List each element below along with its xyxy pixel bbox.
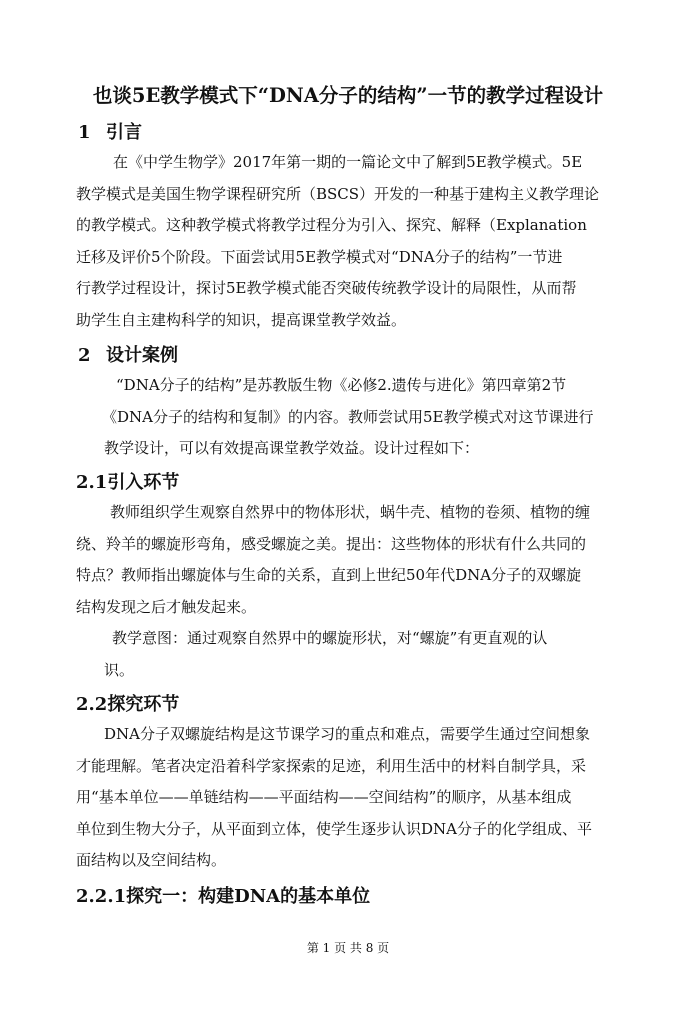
paragraph-line: 特点？教师指出螺旋体与生命的关系，直到上世纪50年代DNA分子的双螺旋 — [76, 566, 582, 584]
section-2-1-paragraph — [76, 497, 621, 623]
paragraph-line: “DNA分子的结构”是苏教版生物《必修2.遗传与进化》第四章第2节 — [116, 376, 567, 394]
section-1-title: 引言 — [106, 122, 142, 143]
section-2-title: 设计案例 — [106, 345, 178, 366]
paragraph-line: 结构发现之后才触发起来。 — [76, 597, 257, 616]
section-2-2-paragraph — [76, 719, 621, 877]
paragraph-line: 的教学模式。这种教学模式将教学过程分为引入、探究、解释（Explanation — [76, 216, 587, 234]
paragraph-line: 绕、羚羊的螺旋形弯角，感受螺旋之美。提出：这些物体的形状有什么共同的 — [76, 534, 587, 553]
section-2-2-heading: 2.2探究环节 — [76, 694, 180, 715]
paragraph-line: 用“基本单位——单链结构——平面结构——空间结构”的顺序，从基本组成 — [76, 788, 572, 806]
document-title: 也谈5E教学模式下“DNA分子的结构”一节的教学过程设计 — [92, 84, 604, 107]
paragraph-line: 教学模式是美国生物学课程研究所（BSCS）开发的一种基于建构主义教学理论 — [76, 184, 600, 203]
paragraph-line: 教师组织学生观察自然界中的物体形状，蜗牛壳、植物的卷须、植物的缠 — [110, 503, 591, 521]
paragraph-line: 在《中学生物学》2017年第一期的一篇论文中了解到5E教学模式。5E — [113, 153, 583, 171]
paragraph-line: DNA分子双螺旋结构是这节课学习的重点和难点，需要学生通过空间想象 — [104, 725, 590, 743]
paragraph-line: 行教学过程设计，探讨5E教学模式能否突破传统教学设计的局限性，从而帮 — [76, 279, 577, 297]
section-1-paragraph — [76, 147, 621, 336]
section-2-heading — [78, 341, 178, 367]
paragraph-line: 单位到生物大分子，从平面到立体，使学生逐步认识DNA分子的化学组成、平 — [76, 819, 592, 838]
section-2-2-1-heading: 2.2.1探究一：构建DNA的基本单位 — [76, 886, 371, 907]
paragraph-line: 教学意图：通过观察自然界中的螺旋形状，对“螺旋”有更直观的认 — [112, 629, 548, 647]
section-2-1-intent — [76, 623, 621, 686]
paragraph-line: 助学生自主建构科学的知识，提高课堂教学效益。 — [76, 310, 407, 329]
section-2-number: 2 — [78, 345, 91, 366]
section-2-1-heading: 2.1引入环节 — [76, 472, 180, 493]
paragraph-line: 迁移及评价5个阶段。下面尝试用5E教学模式对“DNA分子的结构”一节进 — [76, 247, 563, 266]
paragraph-line: 面结构以及空间结构。 — [76, 851, 227, 869]
paragraph-line: 教学设计，可以有效提高课堂教学效益。设计过程如下： — [104, 439, 480, 457]
section-2-paragraph — [76, 370, 621, 465]
paragraph-line: 才能理解。笔者决定沿着科学家探索的足迹，利用生活中的材料自制学具，采 — [76, 756, 587, 775]
section-1-number: 1 — [78, 122, 91, 143]
section-1-heading — [78, 118, 142, 144]
page-footer: 第 1 页 共 8 页 — [306, 941, 390, 955]
paragraph-line: 《DNA分子的结构和复制》的内容。教师尝试用5E教学模式对这节课进行 — [102, 407, 594, 426]
paragraph-line: 识。 — [104, 660, 135, 679]
